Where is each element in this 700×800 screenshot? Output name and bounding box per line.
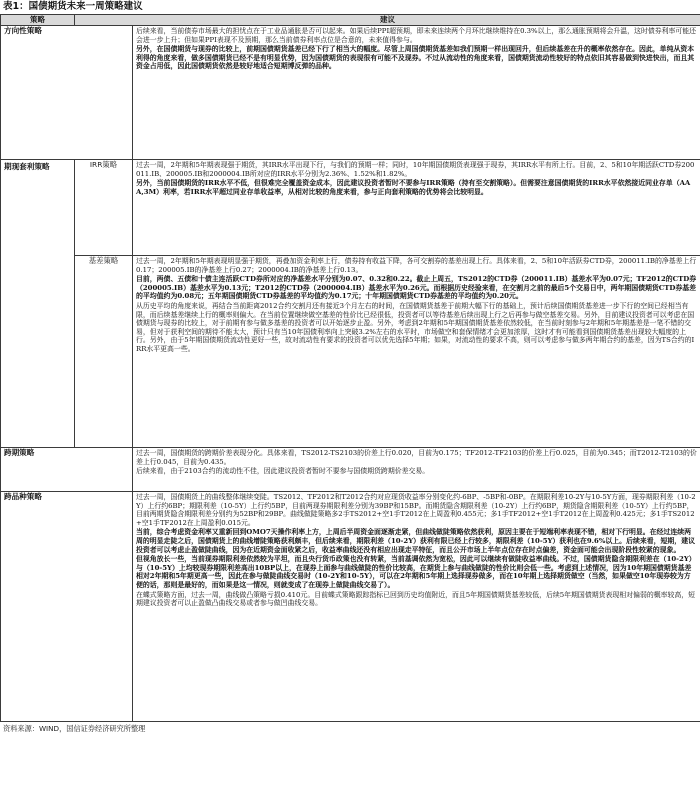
row-irr [1,160,700,256]
label-calendar: 跨期策略 [1,448,133,492]
direction-para-1: 后续来看，当前债券市场最大的担忧点在于工业品通胀是否可以起来。如果后续PPI超预期，即未来连续两个月环比继续维持在0.3%以上，那么通胀预期将会升温，这时债券利率可能还会进一步上升；但如果PPI表现不及预期，那么当前债券利率点位是合意的，未来值得参与。 [136,27,697,44]
content-calendar [133,448,700,492]
header-strategy: 策略 [1,15,75,26]
label-direction: 方向性策略 [1,26,133,160]
label-cross: 跨品种策略 [1,492,133,722]
content-cross [133,492,700,722]
content-direction [133,26,700,160]
source-note: 资料来源：WIND，国信证券经济研究所整理 [3,724,146,733]
table-title: 表1：国债期货未来一周策略建议 [3,1,143,12]
strategy-table [0,14,700,722]
cross-para-2: 当前，综合考虑资金利率又重新回到OMO7天操作利率上方，上周后半周资金面逐渐走紧，但曲线做陡策略依然获利，原因主要在于短端利率表现不错，相对下行明显。在经过连续两周的明显走陡之后，国债期货上的曲线增陡策略获利颇丰，但后续来看，期限利差（10-2Y）获利有限已经上行较多，期限利差（10-5Y）获利也在9.6%以上。后续来看，短期，建议投资者可以考虑止盈做陡曲线，因为在近期资金面收紧之后，收益率曲线还没有相应出现走平特征，而且公开市场上半年点位存在时点偏差，资金面可能会出现阶段性较紧的现象。 [136,528,695,554]
cross-para-4: 在蝶式策略方面，过去一周，曲线做凸策略亏损0.410元。目前蝶式策略跟踪指标已回到历史均值附近，而且5年期国债期货基差较低，后续5年期国债期货表现相对偏弱的概率较高，短期建议投资者可以止盈做凸曲线交易或者参与做凹曲线交易。 [136,590,696,608]
label-irr: IRR策略 [75,160,133,256]
row-basis [1,256,700,448]
basis-para-1: 过去一周，2年期和5年期表现明显强于期货，再叠加资金利率上行，债券持有收益下降，各可交割券的基差出现上行。具体来看，2、5和10年活跃券CTD券，200011.IB的净基差上行0.17；200005.IB的净基差上行0.27；2000004.IB的净基差上行0.13。 [136,257,697,274]
direction-para-2: 另外，在国债期货与现券的比较上，前期国债期货基差已经下行了相当大的幅度。尽管上周国债期货基差如我们预期一样出现回升，但后续基差在升的概率依然存在。因此，单纯从资本利得的角度来看，做多国债期货已经不是有明显优势，因为国债期货的表现很有可能不及现券。不过从流动性的角度来看，国债期货流动性较好的特点依旧其容易做到快进快出，而且其资金占用低，因此国债期货依然是较好地适合短期博反弹的品种。 [136,45,695,71]
basis-para-2: 目前，两债、五债和十债主连活跃CTD券所对应的净基差水平分别为0.07、0.32和0.22。截止上周五，TS2012的CTD券（200011.IB）基差水平为0.07元；TF2012的CTD券（200005.IB）基差水平为0.13元；T2012的CTD券（2000004.IB）基差水平为0.26元。而根据历史经验来看，在交割月之前的最后5个交易日中，两年期国债期货CTD券基差的平均值约为0.08元；五年期国债期货CTD券基差的平均值约为0.17元；十年期国债期货CTD券基差的平均值约为0.20元。 [136,275,697,301]
row-direction [1,26,700,160]
basis-para-3: 从历史平均的角度来说，再结合当前距离2012合约交割月还有接近3个月左右的时间，在国债期货基差于前期大幅下行的基础上，预计后续国债期货基差进一步下行的空间已经相当有限，而后续基差继续上行的概率则偏大。在当前位置继续做空基差的性价比已经很低，投资者可以等待基差后续出现上行之后再参与做空基差交易。另外，目前建议投资者可以考虑在国债期货与现券的比较上，对于前期有参与做多基差的投资者可以开始逐步止盈。另外，考虑到2年期和5年期国债期货基差依然较低，在当前时刻参与2年期和5年期基差是一笔不错的交易，但对于获利空间的期待不能太大，预计只有当10年国债利率向上突破3.2%左右的水平时，市场做空和套保情绪才会更加浓厚，这时才有可能看到国债期货基差出现较大幅度的上行。另外，由于5年期国债期货流动性更好一些，故对流动性有要求的投资者可以优先选择5年期；如果，对流动性的要求不高，则可以考虑参与做多两年期合约的基差，因为TS合约的IRR水平更高一些。 [136,301,695,353]
header-suggestion: 建议 [75,15,700,26]
calendar-para-1: 过去一周，国债期货的跨期价差表现分化。具体来看，TS2012-TS2103的价差上行0.020，目前为0.175；TF2012-TF2103的价差上行0.025，目前为0.345；而T2012-T2103的价差上行0.045，目前为0.435。 [136,449,697,466]
irr-para-2: 另外，当前国债期货的IRR水平不低，但很难完全覆盖资金成本，因此建议投资者暂时不要参与IRR策略（持有至交割策略）。但需要注意国债期货的IRR水平依然接近同业存单（AAA,3M）利率，若IRR水平超过同业存单收益率，从相对比较的角度来看，参与正向套利策略的优势将会比较明显。 [136,179,691,196]
label-basis: 基差策略 [75,256,133,448]
irr-para-1: 过去一周，2年期和5年期表现强于期货，其IRR水平出现下行，与我们的预期一样；同时，10年期国债期货表现强于现券，其IRR水平有所上行。目前，2、5和10年期活跃CTD券200011.IB、200005.IB和2000004.IB所对应的IRR水平分别为2.36%、1.52%和1.82%。 [136,161,695,178]
row-calendar [1,448,700,492]
cross-para-1: 过去一周，国债期货上的曲线整体继续变陡。TS2012、TF2012和T2012合约对应现货收益率分别变化约-6BP、-5BP和-0BP。在期限利差10-2Y与10-5Y方面，现券期限利差（10-2Y）上行约6BP；期限利差（10-5Y）上行约5BP，目前两现券期限利差分别为39BP和15BP。而期货隐含期限利差（10-2Y）上行约6BP，期货隐含期限利差（10-5Y）上行约5BP，目前两期货隐含期限利差分别约为52BP和29BP。曲线做陡策略多2手TS2012+空1手T2012在上周盈利0.455元；多1手TF2012+空1手T2012在上周盈利0.425元；多1手TS2012+空1手TF2012在上周盈利0.015元。 [136,493,696,527]
content-irr [133,160,700,256]
row-cross [1,492,700,722]
calendar-para-2: 后续来看，由于2103合约的流动性不佳，因此建议投资者暂时不要参与国债期货跨期价差交易。 [136,467,430,476]
label-arbitrage: 期现套利策略 [1,160,75,448]
cross-para-3: 但视角放长一些，当前现券期限利差依然较为平坦，而且央行货币政策也没有转紧，当前基调依然为宽松，因此可以继续有做陡收益率曲线。不过，国债期货隐含期限利差在（10-2Y）与（10-5Y）上均较现券期限利差高出10BP以上，在现券上面参与曲线做陡的性价比较高，在期货上参与曲线做陡的性价比则会低一些。考虑到上述情况，因为10年期国债期货基差相对2年期和5年期更高一些，因此在参与做陡曲线交易时（10-2Y和10-5Y），可以在2年期和5年期上选择现券做多，而在10年期上选择期货做空（当然，如果做空10年现券较为方便的话，那则是最好的，而如果是这一情况，则就变成了在现券上做陡曲线交易了）。 [136,555,696,589]
content-basis [133,256,700,448]
header-row [1,15,700,26]
